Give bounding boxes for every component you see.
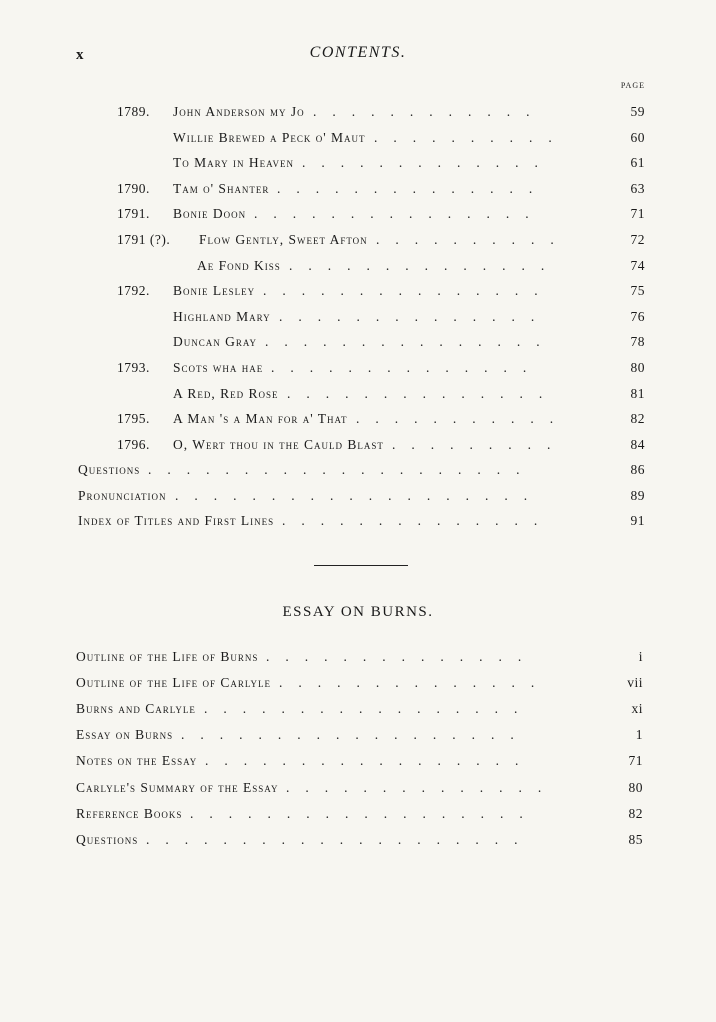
entry-year: 1789. [117,104,150,119]
entry-title: Flow Gently, Sweet Afton [199,232,368,247]
entry-page-number: 82 [630,411,645,427]
leader-dots: .................... [148,462,536,477]
toc-entry [78,513,645,533]
leader-dots: .............. [279,675,551,691]
entry-title: Questions [76,831,139,847]
entry-title: Bonie Lesley [173,283,256,299]
entry-title: Essay on Burns [76,727,174,743]
entry-page-number: 81 [630,385,645,401]
entry-page-number: 75 [630,283,645,299]
leader-dots: .............. [271,360,543,375]
entry-page-number: 63 [630,180,645,196]
entry-page-number: 82 [628,805,643,821]
entry-page-number: 71 [628,753,643,769]
toc-entry [76,780,643,800]
entry-page-number: 74 [630,257,645,273]
leader-dots: ................... [175,487,544,503]
entry-page-number: xi [631,701,643,717]
entry-title: Carlyle's Summary of the Essay [76,779,279,795]
entry-title: Questions [78,462,141,477]
leader-dots: ............... [254,206,545,222]
entry-title: O, Wert thou in the Cauld Blast [173,436,384,452]
leader-dots: .............. [289,257,561,273]
toc-entry [117,437,645,457]
leader-dots: .......... [376,232,570,247]
entry-title: Tam o' Shanter [173,180,270,196]
toc-entry [76,832,643,852]
leader-dots: .............. [279,308,551,324]
toc-entry [76,675,643,695]
entry-title: Duncan Gray [173,334,258,350]
toc-entry [117,258,645,278]
entry-page-number: 72 [630,232,645,247]
entry-page-number: 80 [630,360,645,375]
leader-dots: ............. [302,155,554,171]
toc-entry [117,386,645,406]
entry-page-number: 78 [630,334,645,350]
entry-title: Willie Brewed a Peck o' Maut [173,129,366,145]
entry-title: Scots wha hae [173,360,264,375]
leader-dots: .................... [146,831,534,847]
entry-page-number: 76 [630,308,645,324]
entry-title: Reference Books [76,805,183,821]
toc-entry [76,649,643,669]
toc-entry [76,753,643,773]
entry-page-number: i [638,649,643,664]
running-head: CONTENTS. [309,44,407,61]
entry-year: 1793. [117,360,150,375]
entry-page-number: 71 [630,206,645,222]
page-number: x [76,47,84,63]
page-column-label: PAGE [620,81,645,90]
leader-dots: ............ [313,104,546,119]
leader-dots: .............. [282,513,554,528]
leader-dots: .............. [277,180,549,196]
entry-title: Ae Fond Kiss [197,257,281,273]
toc-entry [117,130,645,150]
toc-entry [76,701,643,721]
entry-title: Index of Titles and First Lines [78,513,275,528]
toc-entry [76,727,643,747]
toc-entry [117,334,645,354]
toc-entry [117,360,645,380]
entry-year: 1791. [117,206,150,222]
leader-dots: .................. [190,805,539,821]
entry-title: Highland Mary [173,308,271,324]
entry-page-number: 85 [628,831,643,847]
section-divider-rule [314,565,408,566]
leader-dots: .................. [181,727,530,743]
entry-title: Outline of the Life of Carlyle [76,675,271,691]
entry-page-number: 86 [630,462,645,477]
entry-title: Outline of the Life of Burns [76,649,259,664]
entry-title: A Man 's a Man for a' That [173,411,348,427]
entry-page-number: 61 [630,155,645,171]
toc-entry [76,806,643,826]
leader-dots: .............. [287,385,559,401]
entry-page-number: vii [627,675,643,691]
entry-year: 1792. [117,283,150,299]
entry-page-number: 1 [635,727,643,743]
entry-title: Burns and Carlyle [76,701,196,717]
entry-title: Pronunciation [78,487,167,503]
leader-dots: .............. [286,779,558,795]
toc-entry [78,488,645,508]
toc-entry [117,104,645,124]
entry-title: Notes on the Essay [76,753,198,769]
toc-entry [117,309,645,329]
entry-page-number: 91 [630,513,645,528]
leader-dots: .......... [374,129,568,145]
entry-page-number: 59 [630,104,645,119]
entry-page-number: 89 [630,487,645,503]
entry-year: 1791 (?). [117,232,171,247]
entry-page-number: 60 [630,129,645,145]
toc-entry [117,155,645,175]
leader-dots: ........... [356,411,570,427]
essay-section-heading: ESSAY ON BURNS. [282,604,434,620]
leader-dots: ............... [263,283,554,299]
toc-entry [117,232,645,252]
toc-entry [117,411,645,431]
entry-year: 1795. [117,411,150,427]
leader-dots: ................. [204,701,534,717]
leader-dots: ............... [265,334,556,350]
entry-page-number: 84 [630,436,645,452]
toc-entry [117,283,645,303]
entry-title: John Anderson my Jo [173,104,305,119]
entry-title: Bonie Doon [173,206,247,222]
leader-dots: ......... [392,436,567,452]
toc-entry [117,206,645,226]
leader-dots: ................. [205,753,535,769]
entry-title: To Mary in Heaven [173,155,294,171]
toc-entry [117,181,645,201]
entry-page-number: 80 [628,779,643,795]
leader-dots: .............. [266,649,538,664]
toc-entry [78,462,645,482]
entry-year: 1796. [117,436,150,452]
entry-title: A Red, Red Rose [173,385,279,401]
entry-year: 1790. [117,180,150,196]
